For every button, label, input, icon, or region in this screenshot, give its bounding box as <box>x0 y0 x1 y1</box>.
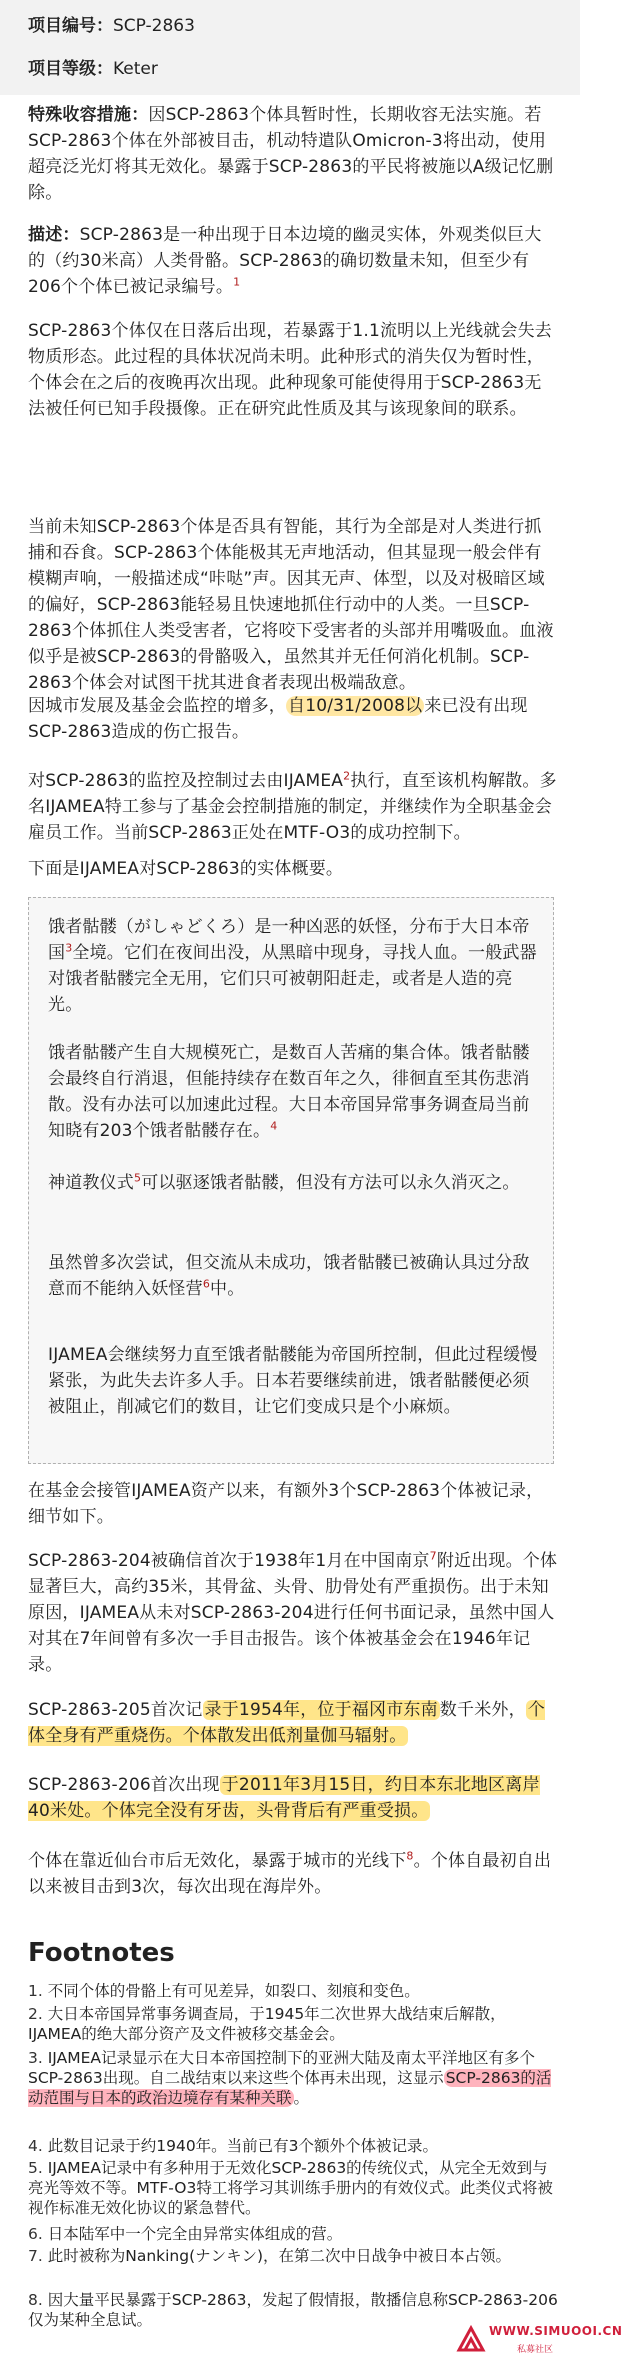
containment-text: 因SCP-2863个体具暂时性，长期收容无法实施。若SCP-2863个体在外部被目击，机动特遣队Omicron-3将出动，使用超亮泛光灯将其无效化。暴露于SCP-2863的平民将被施以A级记忆删除。 <box>28 105 554 203</box>
footnote-ref-1[interactable]: 1 <box>233 275 241 289</box>
footnote-ref-5[interactable]: 5 <box>134 1171 142 1185</box>
footnote-7-text: 此时被称为Nanking(ナンキン)，在第二次中日战争中被日本占领。 <box>47 2247 512 2265</box>
instance-205-paragraph <box>28 1697 558 1749</box>
instance-206-paragraph <box>28 1772 558 1824</box>
quote-2-pre: 饿者骷髅产生自大规模死亡，是数百人苦痛的集合体。饿者骷髅会最终自行消退，但能持续存在数百年之久，徘徊直至其伤悲消散。没有办法可以加速此过程。大日本帝国异常事务调查局当前知晓有203个饿者骷髅存在。 <box>48 1043 530 1141</box>
footnote-2-num: 2. <box>28 2005 43 2023</box>
object-class <box>28 56 158 82</box>
highlight-205-burns: 个体全身有严重烧伤。个体散发出低剂量伽马辐射。 <box>28 1700 545 1746</box>
casualty-text-pre: 因城市发展及基金会监控的增多， <box>28 696 286 716</box>
footnote-4-num: 4. <box>28 2137 43 2155</box>
footnote-8-text: 因大量平民暴露于SCP-2863，发起了假情报，散播信息称SCP-2863-206仅为某种全息试。 <box>28 2291 558 2329</box>
footnote-6-text: 日本陆军中一个完全由异常实体组成的营。 <box>47 2225 343 2243</box>
quote-paragraph-5: IJAMEA会继续努力直至饿者骷髅能为帝国所控制，但此过程缓慢紧张，为此失去许多人手。日本若要继续前进，饿者骷髅便必须被阻止，削减它们的数目，让它们变成只是个小麻烦。 <box>48 1345 538 1417</box>
object-class-label: 项目等级： <box>28 59 113 79</box>
behavior-paragraph: 当前未知SCP-2863个体是否具有智能，其行为全部是对人类进行抓捕和吞食。SCP-2863个体能极其无声地活动，但其显现一般会伴有模糊声响，一般描述成“咔哒”声。因其无声、体型，以及对极暗区域的偏好，SCP-2863能轻易且快速地抓住行动中的人类。一旦SCP-2863个体抓住人类受害者，它将咬下受害者的头部并用嘴吸血。血液似乎是被SCP-2863的骨骼吸入，虽然其并无任何消化机制。SCP-2863个体会对试图干扰其进食者表现出极端敌意。 <box>28 517 554 693</box>
footnote-ref-8[interactable]: 8 <box>406 1849 414 1863</box>
footnote-3-post: 。 <box>293 2089 310 2107</box>
instance-205-mid: 数千米外， <box>439 1700 526 1720</box>
logo-mark-icon <box>455 2320 487 2356</box>
footnote-ref-4[interactable]: 4 <box>270 1119 278 1133</box>
description-paragraph <box>28 222 558 300</box>
footnote-8-num: 8. <box>28 2291 43 2309</box>
item-number <box>28 13 195 39</box>
footnote-3-num: 3. <box>28 2049 43 2067</box>
footnotes-heading: Footnotes <box>28 1938 175 1968</box>
casualty-text-post: 来已没有出现SCP-2863造成的伤亡报告。 <box>28 696 528 742</box>
instance-205-pre: SCP-2863-205首次记 <box>28 1700 203 1720</box>
footnote-1-num: 1. <box>28 1982 43 2000</box>
footnote-1-text: 不同个体的骨骼上有可见差异，如裂口、刻痕和变色。 <box>47 1982 420 2000</box>
sendai-post: 。个体自最初自出以来被目击到3次，每次出现在海岸外。 <box>28 1851 552 1897</box>
highlight-political-border: SCP-2863的活动范围与日本的政治边境存有某种关联 <box>28 2069 552 2107</box>
quote-paragraph-1 <box>48 914 538 1018</box>
instance-204-pre: SCP-2863-204被确信首次于1938年1月在中国南京 <box>28 1551 430 1571</box>
quote-1-pre: 饿者骷髅（がしゃどくろ）是一种凶恶的妖怪，分布于大日本帝国 <box>48 917 530 963</box>
footnote-5-num: 5. <box>28 2159 43 2177</box>
footnote-5-text: IJAMEA记录中有多种用于无效化SCP-2863的传统仪式，从完全无效到与亮光等效不等。MTF-O3特工将学习其训练手册内的有效仪式。此类仪式将被视作标准无效化协议的紧急替代。 <box>28 2159 553 2217</box>
sendai-paragraph <box>28 1848 558 1900</box>
watermark-url: WWW.SIMUOOI.CN <box>489 2324 622 2338</box>
highlight-205-date: 录于1954年，位于福冈市东南 <box>204 1700 438 1720</box>
description-text: SCP-2863是一种出现于日本边境的幽灵实体，外观类似巨大的（约30米高）人类骨骼。SCP-2863的确切数量未知，但至少有206个个体已被记录编号。 <box>28 225 542 297</box>
footnote-ref-2[interactable]: 2 <box>343 769 351 783</box>
disappearance-paragraph: SCP-2863个体仅在日落后出现，若暴露于1.1流明以上光线就会失去物质形态。此过程的具体状况尚未明。此种形式的消失仅为暂时性，个体会在之后的夜晚再次出现。此种现象可能使得用于SCP-2863无法被任何已知手段摄像。正在研究此性质及其与该现象间的联系。 <box>28 321 552 419</box>
instance-204-post: 附近出现。个体显著巨大，高约35米，其骨盆、头骨、肋骨处有严重损伤。出于未知原因，IJAMEA从未对SCP-2863-204进行任何书面记录，虽然中国人对其在7年间曾有多次一手目击报告。该个体被基金会在1946年记录。 <box>28 1551 558 1675</box>
ijamea-text-pre: 对SCP-2863的监控及控制过去由IJAMEA <box>28 771 344 791</box>
instance-204-paragraph <box>28 1548 558 1678</box>
quote-paragraph-2 <box>48 1040 538 1144</box>
footnote-7 <box>28 2246 558 2266</box>
item-number-label: 项目编号： <box>28 16 113 36</box>
additional-instances-paragraph: 在基金会接管IJAMEA资产以来，有额外3个SCP-2863个体被记录，细节如下。 <box>28 1481 544 1527</box>
watermark-logo <box>455 2318 622 2358</box>
ijamea-text-post: 执行，直至该机构解散。多名IJAMEA特工参与了基金会控制措施的制定，并继续作为全职基金会雇员工作。当前SCP-2863正处在MTF-O3的成功控制下。 <box>28 771 557 843</box>
footnote-1 <box>28 1981 558 2001</box>
item-number-value: SCP-2863 <box>113 16 195 36</box>
description-label: 描述： <box>28 225 80 245</box>
watermark-caption: 私募社区 <box>517 2345 554 2355</box>
ijamea-paragraph <box>28 768 558 846</box>
containment-paragraph <box>28 102 558 206</box>
sendai-pre: 个体在靠近仙台市后无效化，暴露于城市的光线下 <box>28 1851 407 1871</box>
quote-4-post: 中。 <box>210 1279 245 1299</box>
quote-1-post: 全境。它们在夜间出没，从黑暗中现身，寻找人血。一般武器对饿者骷髅完全无用，它们只可被朝阳赶走，或者是人造的亮光。 <box>48 943 537 1015</box>
highlight-206-date: 于2011年3月15日，约日本东北地区离岸40米处。个体完全没有牙齿，头骨背后有严重受损。 <box>28 1775 540 1821</box>
instance-206-pre: SCP-2863-206首次出现 <box>28 1775 220 1795</box>
highlight-date-2008: 自10/31/2008以 <box>288 696 423 716</box>
footnote-4 <box>28 2136 558 2156</box>
footnote-3 <box>28 2048 558 2108</box>
footnote-2 <box>28 2004 558 2044</box>
containment-label: 特殊收容措施： <box>28 105 149 125</box>
footnote-3-pre: IJAMEA记录显示在大日本帝国控制下的亚洲大陆及南太平洋地区有多个SCP-2863出现。自二战结束以来这些个体再未出现，这显示 <box>28 2049 535 2087</box>
object-class-value: Keter <box>113 59 158 79</box>
casualty-paragraph <box>28 693 558 745</box>
footnote-ref-6[interactable]: 6 <box>202 1277 211 1291</box>
quote-paragraph-3 <box>48 1170 538 1196</box>
quote-4-pre: 虽然曾多次尝试，但交流从未成功，饿者骷髅已被确认具过分敌意而不能纳入妖怪营 <box>48 1253 530 1299</box>
footnote-7-num: 7. <box>28 2247 43 2265</box>
footnote-4-text: 此数目记录于约1940年。当前已有3个额外个体被记录。 <box>47 2137 439 2155</box>
footnote-ref-7[interactable]: 7 <box>429 1549 437 1563</box>
footnote-6 <box>28 2224 558 2244</box>
footnote-ref-3[interactable]: 3 <box>65 941 73 955</box>
quote-paragraph-4 <box>48 1250 538 1302</box>
quote-3-post: 可以驱逐饿者骷髅，但没有方法可以永久消灭之。 <box>141 1173 520 1193</box>
quote-3-pre: 神道教仪式 <box>48 1173 134 1193</box>
footnote-2-text: 大日本帝国异常事务调查局，于1945年二次世界大战结束后解散，IJAMEA的绝大部分资产及文件被移交基金会。 <box>28 2005 506 2043</box>
footnote-5 <box>28 2158 558 2218</box>
summary-intro: 下面是IJAMEA对SCP-2863的实体概要。 <box>28 859 344 879</box>
footnote-6-num: 6. <box>28 2225 43 2243</box>
